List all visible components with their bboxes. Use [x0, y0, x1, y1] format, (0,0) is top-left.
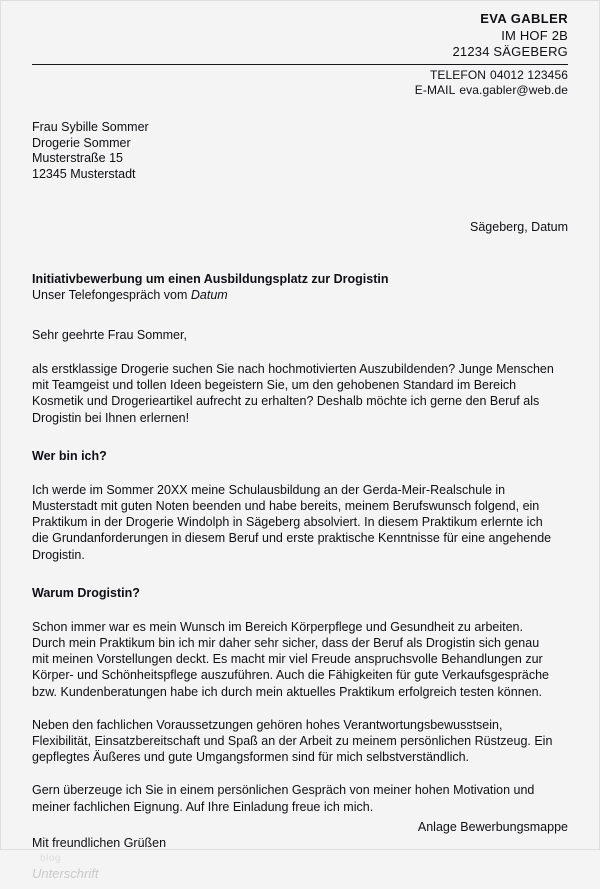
phone-value: 04012 123456: [490, 68, 568, 82]
paragraph-warum-drogistin: Schon immer war es mein Wunsch im Bereich Körperpflege und Gesundheit zu arbeiten. Durch mein Praktikum bin ich mir daher sehr sicher, dass der Beruf als Drogistin sich genau mit meinen Vorstellungen deckt. Es macht mir viel Freude anspruchsvolle Behandlungen zur Körper- und Schönheitspflege auszuführen. Auch die Fähigkeiten für gute Verkaufsgespräche bzw. Kundenberatungen habe ich durch mein aktuelles Praktikum erfolgreich testen können.: [32, 619, 550, 699]
recipient-name: Frau Sybille Sommer: [32, 120, 149, 134]
subject-block: [32, 271, 568, 303]
date-line: Sägeberg, Datum: [470, 220, 568, 234]
signature-placeholder: Unterschrift: [32, 865, 99, 881]
sender-street: IM HOF 2B: [501, 28, 568, 43]
recipient-street: Musterstraße 15: [32, 151, 124, 165]
paragraph-wer-bin-ich: Ich werde im Sommer 20XX meine Schulausbildung an der Gerda-Meir-Realschule in Musterstadt mit guten Noten beenden und habe bereits, meinem Berufswunsch folgend, ein Praktikum in der Drogerie Windolph in Sägeberg absolviert. In diesem Praktikum erlernte ich die Grundanforderungen in diesem Beruf und erste praktische Kenntnisse für eine angehende Drogistin.: [32, 482, 552, 562]
recipient-company: Drogerie Sommer: [32, 135, 131, 150]
paragraph-skills: Neben den fachlichen Voraussetzungen gehören hohes Verantwortungsbewusstsein, Flexibilität, Einsatzbereitschaft und Spaß an der Arbeit zu meinem persönlichen Rüstzeug. Ein gepflegtes Äußeres und gute Umgangsformen sind für mich selbstverständlich.: [32, 717, 553, 765]
enclosure-note: Anlage Bewerbungsmappe: [417, 820, 568, 834]
phone-label: TELEFON: [430, 68, 487, 82]
sender-name: EVA GABLER: [480, 11, 568, 26]
letterhead-divider: [32, 64, 568, 65]
sender-city: 21234 SÄGEBERG: [452, 44, 568, 59]
email-label: E-MAIL: [414, 83, 456, 97]
subject-reference: [32, 287, 568, 303]
recipient-address-block: [32, 120, 568, 182]
recipient-city: 12345 Musterstadt: [32, 166, 136, 181]
heading-wer-bin-ich: Wer bin ich?: [32, 448, 107, 463]
blog-watermark: blog: [40, 852, 61, 864]
sender-phone: [32, 68, 568, 83]
subject-line: Initiativbewerbung um einen Ausbildungsplatz zur Drogistin: [32, 272, 389, 286]
heading-warum-drogistin: Warum Drogistin?: [32, 585, 140, 600]
salutation: Sehr geehrte Frau Sommer,: [32, 328, 187, 342]
sender-email: [32, 83, 568, 98]
subject-reference-placeholder: Datum: [190, 288, 228, 302]
signature-block: [32, 853, 568, 889]
letterhead: [32, 1, 568, 98]
closing-greeting: Mit freundlichen Grüßen: [32, 835, 167, 850]
paragraph-closing-invite: Gern überzeuge ich Sie in einem persönlichen Gespräch von meiner hohen Motivation und meiner fachlichen Eignung. Auf Ihre Einladung freue ich mich.: [32, 783, 535, 814]
email-value: eva.gabler@web.de: [459, 83, 568, 97]
subject-reference-prefix: Unser Telefongespräch vom: [32, 288, 191, 302]
paragraph-intro: als erstklassige Drogerie suchen Sie nach hochmotivierten Auszubildenden? Junge Menschen mit Teamgeist und tollen Ideen begeistern Sie, um den gehobenen Standard im Bereich Kosmetik und Drogerieartikel aufrecht zu erhalten? Deshalb möchte ich gerne den Beruf als Drogistin bei Ihnen erlernen!: [32, 362, 554, 425]
